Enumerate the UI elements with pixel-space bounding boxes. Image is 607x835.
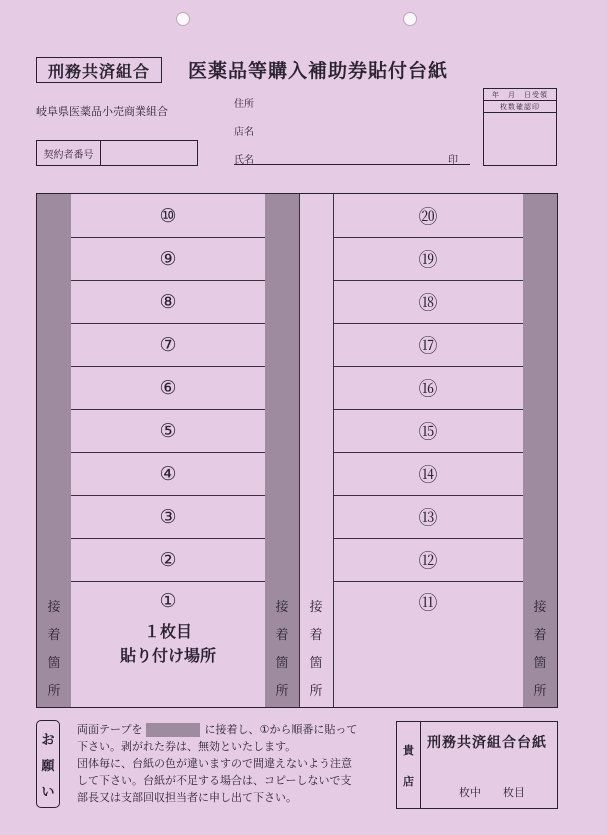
store-side-label: 貴 店	[397, 722, 421, 808]
name-label: 氏名	[234, 155, 254, 166]
page-title: 医薬品等購入補助券貼付台紙	[188, 60, 449, 82]
ticket-slot-right: ⑭	[418, 464, 438, 486]
contract-number-label: 契約者番号	[37, 141, 101, 165]
receipt-count-row: 枚数確認印	[484, 101, 556, 113]
ticket-slot-left: ⑥	[159, 376, 177, 399]
receipt-date-row: 年 月 日受領	[484, 89, 556, 101]
store-box-title: 刑務共済組合台紙	[427, 735, 547, 751]
ticket-slot-right: ⑳	[418, 206, 438, 228]
adhesive-label-right-outer: 接 着 箇 所	[533, 600, 547, 699]
ticket-slot-right: ⑫	[418, 550, 438, 572]
tape-swatch	[146, 723, 200, 737]
ticket-slot-left: ⑤	[159, 419, 177, 442]
adhesive-label-left-inner: 接 着 箇 所	[275, 600, 289, 699]
notice-text: 両面テープを に接着し、①から順番に貼って 下さい。剥がれた券は、無効といたします。 団体毎に、台紙の色が違いますので間違えないよう注意 して下さい。台紙が不足する場合は、コピーしないで支 部長又は支部回収担当者に申し出て下さい。	[77, 723, 358, 804]
address-label: 住所	[234, 99, 254, 110]
ticket-slot-left: ⑨	[159, 247, 177, 270]
receipt-stamp-box	[483, 88, 557, 166]
ticket-slot-left: ③	[159, 505, 177, 528]
store-count-text: 枚中 枚目	[459, 786, 525, 799]
ticket-slot-right: ⑬	[418, 507, 438, 529]
ticket-grid	[36, 193, 558, 708]
punch-hole-left	[176, 12, 190, 26]
ticket-slot-left: ②	[159, 548, 177, 571]
ticket-slot-right: ⑮	[418, 421, 438, 443]
ticket-slot-right: ⑯	[418, 378, 438, 400]
ticket-slot-left: ⑩	[159, 204, 177, 227]
adhesive-label-right-inner: 接 着 箇 所	[309, 600, 323, 699]
notice-label: お 願 い	[36, 720, 60, 808]
seal-label: 印	[448, 155, 458, 166]
ticket-slot-left: ①	[159, 590, 177, 612]
association-name: 岐阜県医薬品小売商業組合	[36, 105, 168, 118]
contract-number-input[interactable]	[101, 141, 197, 165]
ticket-slot-left: ⑦	[159, 333, 177, 356]
adhesive-label-left-outer: 接 着 箇 所	[47, 600, 61, 699]
ticket-slot-right: ⑱	[418, 292, 438, 314]
ticket-slot-right: ⑪	[418, 591, 438, 614]
contract-number-field[interactable]	[36, 140, 198, 166]
name-underline	[234, 164, 470, 165]
ticket-slot-left: ④	[159, 462, 177, 485]
union-name-box: 刑務共済組合	[36, 57, 162, 83]
store-name-label: 店名	[234, 127, 254, 138]
ticket-slot-right: ⑰	[418, 335, 438, 357]
ticket-slot-left: ⑧	[159, 290, 177, 313]
first-place-label: １枚目 貼り付け場所	[119, 622, 216, 665]
ticket-slot-right: ⑲	[418, 249, 438, 271]
store-box	[396, 721, 558, 809]
punch-hole-right	[403, 12, 417, 26]
